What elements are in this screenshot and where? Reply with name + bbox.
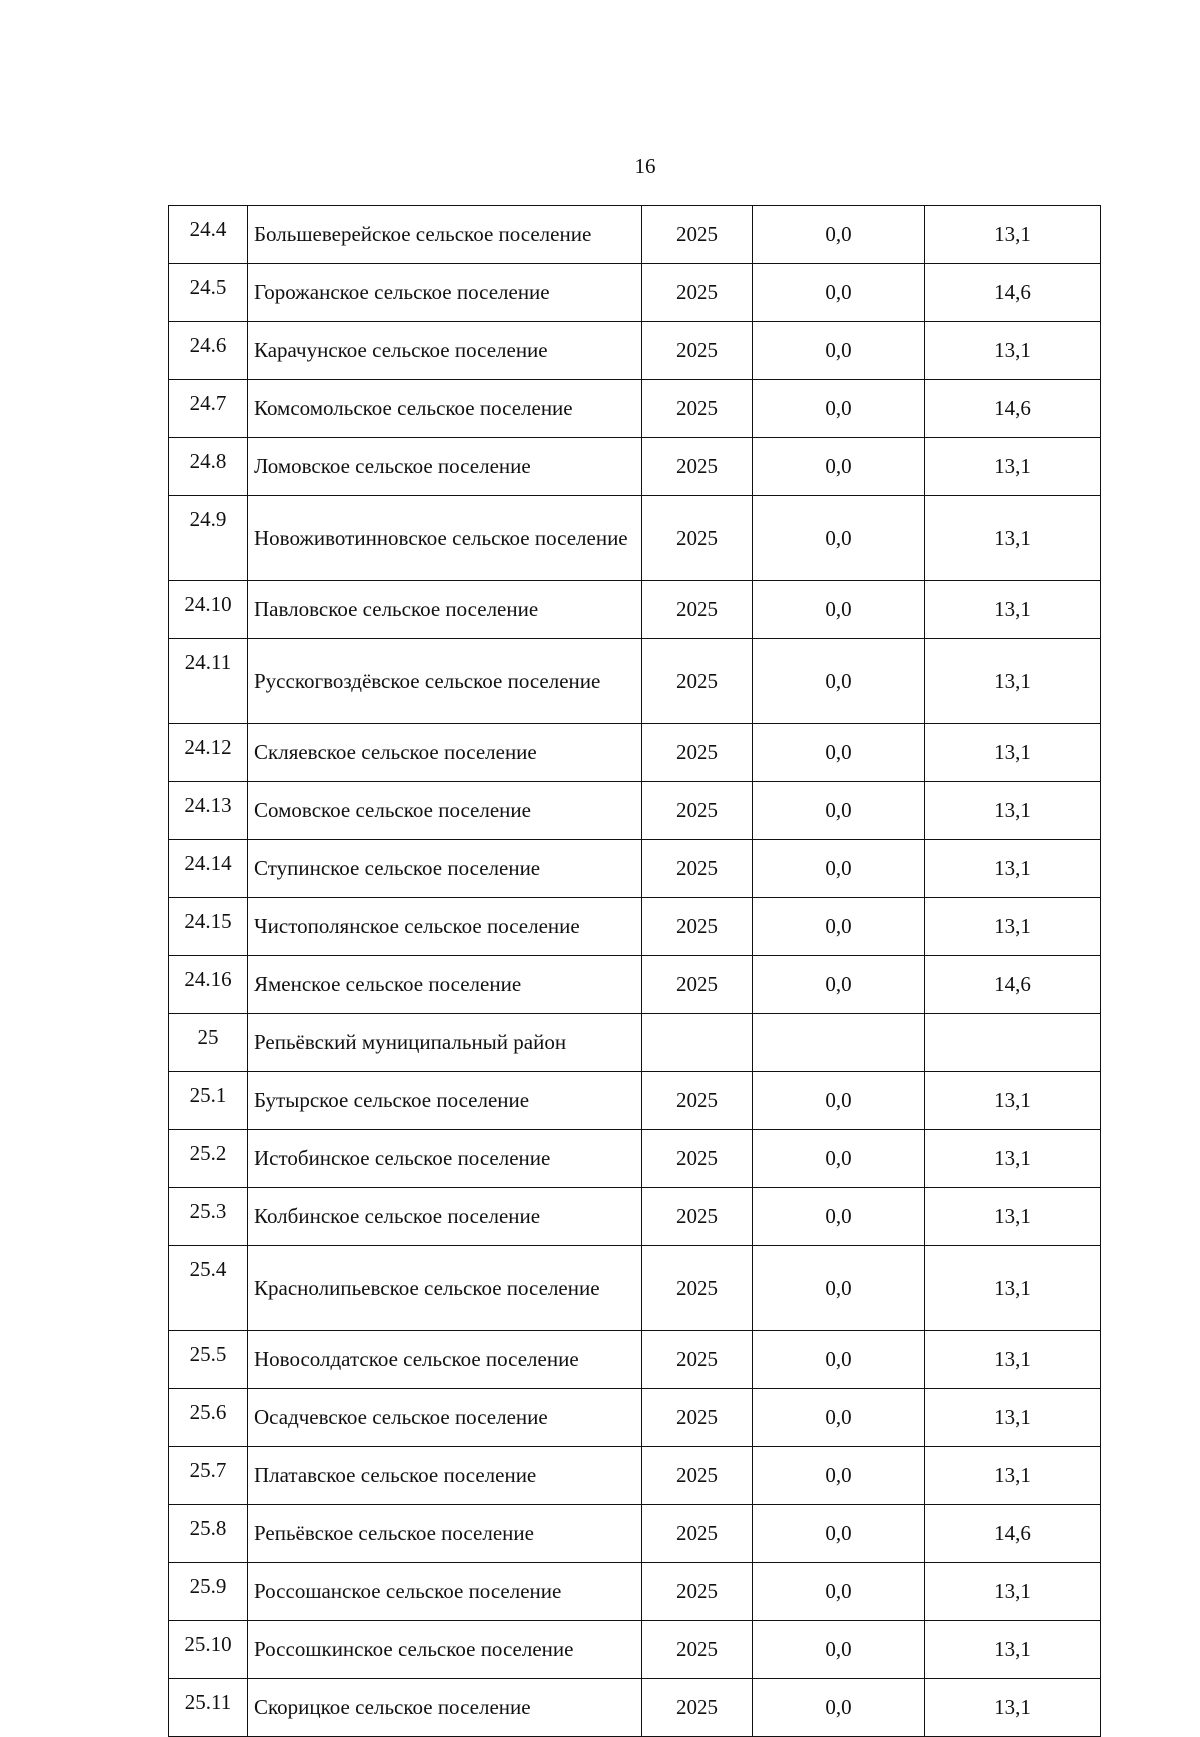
table-row	[169, 639, 1101, 724]
table-row	[169, 438, 1101, 496]
value-2-cell: 14,6	[925, 264, 1101, 322]
settlement-name-cell: Репьёвское сельское поселение	[248, 1505, 642, 1563]
table-row	[169, 1014, 1101, 1072]
value-1-cell: 0,0	[753, 840, 925, 898]
row-number-cell: 24.15	[169, 898, 248, 956]
value-2-cell: 13,1	[925, 438, 1101, 496]
value-1-cell: 0,0	[753, 1246, 925, 1331]
table-row	[169, 1505, 1101, 1563]
settlement-name-cell: Яменское сельское поселение	[248, 956, 642, 1014]
table-row	[169, 1679, 1101, 1737]
value-1-cell: 0,0	[753, 206, 925, 264]
year-cell: 2025	[642, 380, 753, 438]
row-number-cell: 24.4	[169, 206, 248, 264]
row-number-cell: 25.4	[169, 1246, 248, 1331]
settlement-name-cell: Павловское сельское поселение	[248, 581, 642, 639]
year-cell: 2025	[642, 1563, 753, 1621]
row-number-cell: 24.11	[169, 639, 248, 724]
row-number-cell: 24.16	[169, 956, 248, 1014]
value-2-cell	[925, 1014, 1101, 1072]
year-cell: 2025	[642, 496, 753, 581]
value-2-cell: 13,1	[925, 1331, 1101, 1389]
value-2-cell: 13,1	[925, 1246, 1101, 1331]
year-cell: 2025	[642, 840, 753, 898]
value-2-cell: 13,1	[925, 1679, 1101, 1737]
value-1-cell: 0,0	[753, 380, 925, 438]
table-row	[169, 782, 1101, 840]
value-1-cell: 0,0	[753, 956, 925, 1014]
value-2-cell: 13,1	[925, 1188, 1101, 1246]
value-2-cell: 13,1	[925, 322, 1101, 380]
row-number-cell: 25.3	[169, 1188, 248, 1246]
year-cell	[642, 1014, 753, 1072]
settlement-name-cell: Краснолипьевское сельское поселение	[248, 1246, 642, 1331]
value-2-cell: 13,1	[925, 206, 1101, 264]
value-2-cell: 13,1	[925, 1563, 1101, 1621]
page-number: 16	[634, 154, 656, 178]
table-row	[169, 1130, 1101, 1188]
settlement-name-cell: Репьёвский муниципальный район	[248, 1014, 642, 1072]
year-cell: 2025	[642, 1447, 753, 1505]
value-2-cell: 13,1	[925, 1389, 1101, 1447]
value-2-cell: 13,1	[925, 1447, 1101, 1505]
value-1-cell: 0,0	[753, 264, 925, 322]
row-number-cell: 25.6	[169, 1389, 248, 1447]
value-1-cell: 0,0	[753, 322, 925, 380]
row-number-cell: 24.8	[169, 438, 248, 496]
value-2-cell: 13,1	[925, 496, 1101, 581]
settlement-name-cell: Россошкинское сельское поселение	[248, 1621, 642, 1679]
year-cell: 2025	[642, 782, 753, 840]
year-cell: 2025	[642, 322, 753, 380]
settlement-name-cell: Новоживотинновское сельское поселение	[248, 496, 642, 581]
value-1-cell: 0,0	[753, 1505, 925, 1563]
table-row	[169, 206, 1101, 264]
settlement-name-cell: Колбинское сельское поселение	[248, 1188, 642, 1246]
table-body	[169, 206, 1101, 1737]
year-cell: 2025	[642, 1188, 753, 1246]
year-cell: 2025	[642, 581, 753, 639]
value-1-cell: 0,0	[753, 1447, 925, 1505]
table-row	[169, 581, 1101, 639]
table-row	[169, 322, 1101, 380]
settlement-name-cell: Новосолдатское сельское поселение	[248, 1331, 642, 1389]
settlement-name-cell: Карачунское сельское поселение	[248, 322, 642, 380]
settlement-name-cell: Скляевское сельское поселение	[248, 724, 642, 782]
settlement-name-cell: Чистополянское сельское поселение	[248, 898, 642, 956]
settlement-name-cell: Россошанское сельское поселение	[248, 1563, 642, 1621]
value-1-cell: 0,0	[753, 1072, 925, 1130]
row-number-cell: 24.14	[169, 840, 248, 898]
row-number-cell: 25.9	[169, 1563, 248, 1621]
row-number-cell: 25.8	[169, 1505, 248, 1563]
year-cell: 2025	[642, 898, 753, 956]
year-cell: 2025	[642, 639, 753, 724]
value-2-cell: 14,6	[925, 956, 1101, 1014]
table-row	[169, 898, 1101, 956]
table-row	[169, 1246, 1101, 1331]
year-cell: 2025	[642, 1130, 753, 1188]
table-row	[169, 380, 1101, 438]
value-1-cell: 0,0	[753, 496, 925, 581]
year-cell: 2025	[642, 1621, 753, 1679]
value-2-cell: 13,1	[925, 840, 1101, 898]
value-1-cell: 0,0	[753, 1621, 925, 1679]
value-2-cell: 13,1	[925, 1072, 1101, 1130]
value-1-cell: 0,0	[753, 1188, 925, 1246]
settlement-name-cell: Ломовское сельское поселение	[248, 438, 642, 496]
value-2-cell: 13,1	[925, 1621, 1101, 1679]
row-number-cell: 25.10	[169, 1621, 248, 1679]
value-2-cell: 14,6	[925, 380, 1101, 438]
year-cell: 2025	[642, 1505, 753, 1563]
year-cell: 2025	[642, 1246, 753, 1331]
table-row	[169, 1563, 1101, 1621]
settlement-name-cell: Сомовское сельское поселение	[248, 782, 642, 840]
row-number-cell: 24.9	[169, 496, 248, 581]
settlement-name-cell: Скорицкое сельское поселение	[248, 1679, 642, 1737]
table-row	[169, 264, 1101, 322]
row-number-cell: 24.5	[169, 264, 248, 322]
settlement-name-cell: Платавское сельское поселение	[248, 1447, 642, 1505]
row-number-cell: 25.11	[169, 1679, 248, 1737]
settlement-name-cell: Комсомольское сельское поселение	[248, 380, 642, 438]
row-number-cell: 25.2	[169, 1130, 248, 1188]
value-1-cell: 0,0	[753, 1389, 925, 1447]
row-number-cell: 24.7	[169, 380, 248, 438]
value-1-cell: 0,0	[753, 1331, 925, 1389]
year-cell: 2025	[642, 1072, 753, 1130]
settlement-name-cell: Ступинское сельское поселение	[248, 840, 642, 898]
row-number-cell: 25.7	[169, 1447, 248, 1505]
row-number-cell: 24.13	[169, 782, 248, 840]
settlement-name-cell: Большеверейское сельское поселение	[248, 206, 642, 264]
settlement-name-cell: Горожанское сельское поселение	[248, 264, 642, 322]
value-1-cell: 0,0	[753, 581, 925, 639]
value-1-cell	[753, 1014, 925, 1072]
row-number-cell: 25.1	[169, 1072, 248, 1130]
year-cell: 2025	[642, 1679, 753, 1737]
year-cell: 2025	[642, 1331, 753, 1389]
table-row	[169, 1072, 1101, 1130]
value-2-cell: 13,1	[925, 782, 1101, 840]
value-1-cell: 0,0	[753, 782, 925, 840]
row-number-cell: 25.5	[169, 1331, 248, 1389]
value-2-cell: 13,1	[925, 1130, 1101, 1188]
row-number-cell: 24.6	[169, 322, 248, 380]
value-2-cell: 13,1	[925, 639, 1101, 724]
value-1-cell: 0,0	[753, 898, 925, 956]
table-row	[169, 956, 1101, 1014]
settlement-name-cell: Русскогвоздёвское сельское поселение	[248, 639, 642, 724]
value-1-cell: 0,0	[753, 438, 925, 496]
table-row	[169, 1621, 1101, 1679]
value-1-cell: 0,0	[753, 1130, 925, 1188]
value-2-cell: 14,6	[925, 1505, 1101, 1563]
table-row	[169, 496, 1101, 581]
table-row	[169, 1331, 1101, 1389]
year-cell: 2025	[642, 206, 753, 264]
value-1-cell: 0,0	[753, 639, 925, 724]
settlement-name-cell: Осадчевское сельское поселение	[248, 1389, 642, 1447]
value-2-cell: 13,1	[925, 724, 1101, 782]
value-2-cell: 13,1	[925, 898, 1101, 956]
year-cell: 2025	[642, 438, 753, 496]
value-1-cell: 0,0	[753, 1679, 925, 1737]
settlements-table	[168, 205, 1101, 1737]
table-row	[169, 1188, 1101, 1246]
table-row	[169, 1447, 1101, 1505]
table-row	[169, 840, 1101, 898]
table-row	[169, 724, 1101, 782]
value-1-cell: 0,0	[753, 1563, 925, 1621]
row-number-cell: 25	[169, 1014, 248, 1072]
value-2-cell: 13,1	[925, 581, 1101, 639]
year-cell: 2025	[642, 1389, 753, 1447]
year-cell: 2025	[642, 956, 753, 1014]
row-number-cell: 24.10	[169, 581, 248, 639]
settlement-name-cell: Истобинское сельское поселение	[248, 1130, 642, 1188]
year-cell: 2025	[642, 264, 753, 322]
row-number-cell: 24.12	[169, 724, 248, 782]
value-1-cell: 0,0	[753, 724, 925, 782]
year-cell: 2025	[642, 724, 753, 782]
table-row	[169, 1389, 1101, 1447]
settlement-name-cell: Бутырское сельское поселение	[248, 1072, 642, 1130]
